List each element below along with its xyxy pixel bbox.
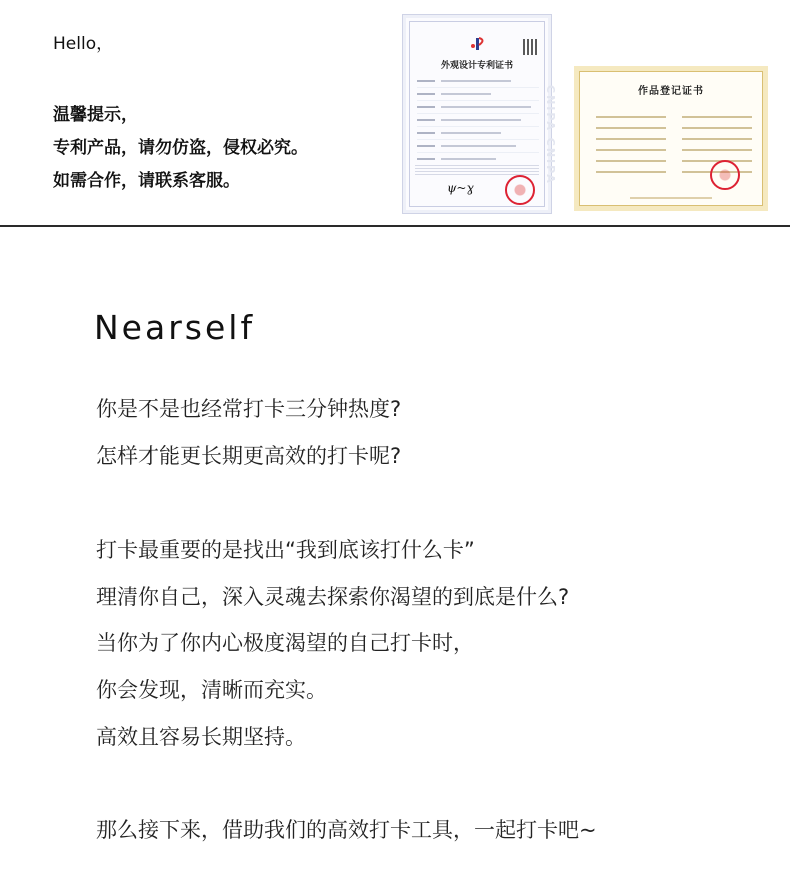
notice-line: 温馨提示， [53, 105, 138, 125]
paragraph-line: 打卡最重要的是找出“我到底该打什么卡” [96, 538, 475, 562]
greeting-text: Hello， [53, 34, 114, 54]
section-divider [0, 225, 790, 227]
top-banner [0, 0, 790, 226]
patent-certificate-title: 外观设计专利证书 [440, 61, 513, 71]
patent-office-logo-icon [469, 37, 487, 51]
qr-code-icon [523, 39, 539, 55]
notice-line: 专利产品，请勿仿盗，侵权必究。 [53, 138, 308, 158]
copyright-certificate-image [574, 66, 768, 211]
paragraph-line: 当你为了你内心极度渴望的自己打卡时， [96, 631, 474, 655]
patent-certificate-image: CNIPA CNIPA 外观设计专利证书 ψ~ɣ [402, 14, 552, 214]
brand-title: Nearself [94, 308, 256, 347]
signature-icon: ψ~ɣ [447, 181, 474, 195]
red-seal-icon [710, 160, 740, 190]
paragraph-line: 你是不是也经常打卡三分钟热度? [96, 397, 402, 421]
notice-line: 如需合作，请联系客服。 [53, 171, 240, 191]
paragraph-line: 理清你自己，深入灵魂去探索你渴望的到底是什么? [96, 585, 570, 609]
copyright-certificate-title: 作品登记证书 [638, 86, 704, 97]
paragraph-line: 怎样才能更长期更高效的打卡呢? [96, 444, 402, 468]
paragraph-line: 你会发现，清晰而充实。 [96, 678, 327, 702]
red-seal-icon [505, 175, 535, 205]
paragraph-line: 那么接下来，借助我们的高效打卡工具，一起打卡吧~ [96, 818, 597, 842]
paragraph-line: 高效且容易长期坚持。 [96, 725, 306, 749]
